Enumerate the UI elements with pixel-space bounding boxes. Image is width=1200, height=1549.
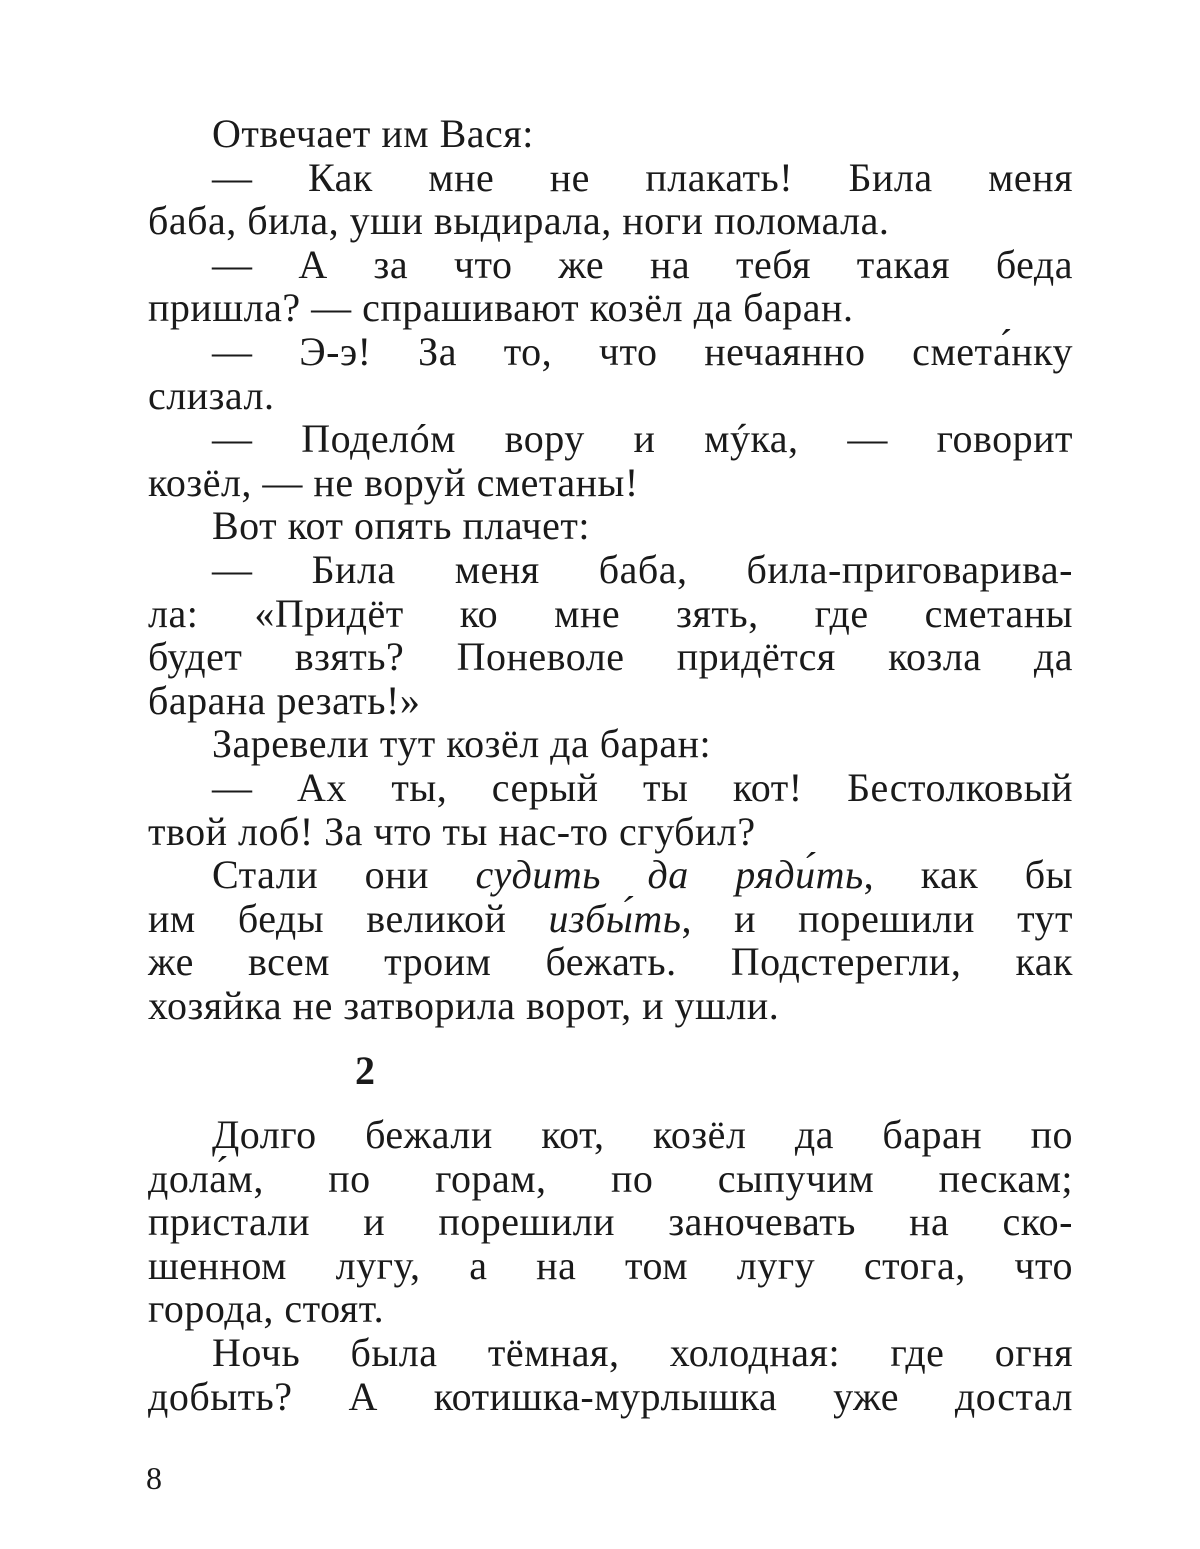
text-line: слизал.: [148, 372, 275, 418]
text-line: Заревели тут козёл да баран:: [212, 721, 712, 767]
text-line: шенном лугу, а на том лугу стога, что: [148, 1242, 1073, 1288]
text-line: твой лоб! За что ты нас-то сгубил?: [148, 808, 756, 854]
text-segment: Стали они: [212, 852, 476, 898]
text-line-with-emphasis: [148, 853, 1073, 897]
text-line: хозяйка не затворила ворот, и ушли.: [148, 982, 780, 1028]
page-number: 8: [146, 1460, 162, 1496]
text-line: города, стоят.: [148, 1286, 385, 1332]
text-segment: им беды великой: [148, 895, 549, 941]
text-line: барана резать!»: [148, 677, 421, 723]
text-line: пристали и порешили заночевать на ско-: [148, 1199, 1073, 1245]
italic-phrase: избы́ть: [548, 895, 682, 941]
text-segment: , как бы: [863, 852, 1073, 898]
text-line: — Поделóм вору и мýка, — говорит: [212, 416, 1073, 462]
text-line: ла: «Придёт ко мне зять, где сметаны: [148, 590, 1073, 636]
text-line: — Как мне не плакать! Била меня: [212, 154, 1073, 200]
text-line: будет взять? Поневоле придётся козла да: [148, 634, 1073, 680]
text-line: баба, била, уши выдирала, ноги поломала.: [148, 198, 890, 244]
text-line: дола́м, по горам, по сыпучим пескам;: [148, 1155, 1073, 1201]
text-line: добыть? А котишка-мурлышка уже достал: [148, 1373, 1073, 1419]
text-line: Ночь была тёмная, холодная: где огня: [212, 1329, 1073, 1375]
text-line: — А за что же на тебя такая беда: [212, 241, 1073, 287]
section-number: 2: [355, 1048, 375, 1093]
text-line: же всем троим бежать. Подстерегли, как: [148, 939, 1073, 985]
text-line-with-emphasis: [148, 897, 1073, 941]
text-line: пришла? — спрашивают козёл да баран.: [148, 285, 854, 331]
text-line: Отвечает им Вася:: [212, 111, 534, 156]
story-text-part-1: [148, 112, 1073, 1027]
italic-phrase: судить да ряди́ть: [475, 852, 864, 898]
text-line: Вот кот опять плачет:: [212, 503, 590, 549]
text-line: козёл, — не воруй сметаны!: [148, 459, 639, 505]
text-segment: , и порешили тут: [681, 895, 1073, 941]
story-text-part-2: [148, 1113, 1073, 1418]
text-line: — Э-э! За то, что нечаянно смета́нку: [212, 328, 1073, 374]
text-line: — Била меня баба, била-приговарива-: [212, 546, 1073, 592]
text-line: Долго бежали кот, козёл да баран по: [212, 1112, 1073, 1157]
text-line: — Ах ты, серый ты кот! Бестолковый: [212, 764, 1073, 810]
